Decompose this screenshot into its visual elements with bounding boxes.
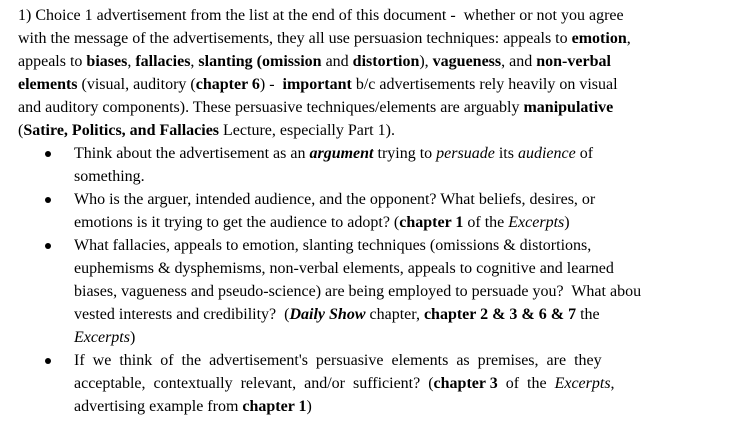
text-run: ) - [259, 76, 283, 93]
text-line [74, 326, 722, 349]
text-run: appeals to [18, 53, 87, 70]
text-run: 1) Choice 1 advertisement from the list at the end of this document - whether or not you agree [18, 7, 624, 24]
text-run: of [575, 145, 594, 162]
text-line [74, 257, 722, 280]
text-run: ( [18, 122, 24, 139]
bullet-item [18, 234, 722, 349]
text-run: vested interests and credibility? ( [74, 306, 290, 323]
text-line [74, 142, 722, 165]
text-run: something. [74, 168, 145, 185]
text-run: , [626, 30, 631, 47]
text-run: of the [463, 214, 509, 231]
bullet-item [18, 349, 722, 418]
bold-text: Satire, Politics, and Fallacies [23, 122, 220, 139]
bold-italic-text: Daily Show [289, 306, 366, 323]
text-run: trying to [373, 145, 437, 162]
italic-text: Excerpts [74, 329, 130, 346]
text-run: Who is the arguer, intended audience, and the opponent? What beliefs, desires, or [74, 191, 596, 208]
text-run: with the message of the advertisements, they all use persuasion techniques: appeals to [18, 30, 572, 47]
bold-text: non-verbal [536, 53, 611, 70]
bullet-dot-icon [45, 243, 51, 249]
text-line [74, 188, 722, 211]
bold-italic-run [309, 145, 373, 162]
text-run: the [576, 306, 600, 323]
bold-text: fallacies [135, 53, 191, 70]
text-run: Think about the advertisement as an [74, 145, 310, 162]
text-line [18, 96, 722, 119]
text-line [74, 211, 722, 234]
text-run: , [190, 53, 199, 70]
bold-italic-run [289, 306, 365, 323]
bold-text: chapter 1 [242, 398, 307, 415]
text-line [18, 50, 722, 73]
text-run: biases, vagueness and pseudo-science) are being employed to persuade you? What abou [74, 283, 642, 300]
bold-text: distortion [352, 53, 420, 70]
text-run: emotions is it trying to get the audience to adopt? ( [74, 214, 400, 231]
italic-text: Excerpts [508, 214, 565, 231]
bold-text: chapter 2 & 3 & 6 & 7 [423, 306, 577, 323]
text-line [74, 303, 722, 326]
bullet-list [18, 142, 722, 418]
italic-text: persuade [436, 145, 495, 162]
text-run: b/c advertisements rely heavily on visual [351, 76, 618, 93]
text-run: chapter, [365, 306, 424, 323]
text-run: , [127, 53, 136, 70]
bold-text: vagueness [432, 53, 502, 70]
text-run: , [610, 375, 615, 392]
text-run: , and [501, 53, 537, 70]
bold-text: chapter 3 [433, 375, 498, 392]
text-line [18, 27, 722, 50]
bold-text: biases [86, 53, 128, 70]
bullet-item [18, 142, 722, 188]
text-run: If we think of the advertisement's persuasive elements as premises, are they [74, 352, 602, 369]
bold-text: elements [18, 76, 78, 93]
text-line [18, 119, 722, 142]
text-line [74, 280, 722, 303]
text-run: advertising example from [74, 398, 243, 415]
text-run: (visual, auditory ( [77, 76, 196, 93]
text-line [74, 395, 722, 418]
text-run: What fallacies, appeals to emotion, slanting techniques (omissions & distortions, [74, 237, 592, 254]
text-run: of the [497, 375, 555, 392]
text-run: and [321, 53, 353, 70]
text-run: ) [564, 214, 570, 231]
bullet-item [18, 188, 722, 234]
italic-text: Excerpts [554, 375, 611, 392]
text-line [18, 4, 722, 27]
bullet-dot-icon [45, 358, 51, 364]
italic-text: audience [517, 145, 576, 162]
bold-text: manipulative [523, 99, 614, 116]
text-run: Lecture, especially Part 1). [219, 122, 395, 139]
bold-text: slanting (omission [198, 53, 322, 70]
text-line [74, 234, 722, 257]
bold-italic-text: argument [309, 145, 374, 162]
text-run: acceptable, contextually relevant, and/or sufficient? ( [74, 375, 434, 392]
text-run: its [494, 145, 518, 162]
text-run: ) [306, 398, 312, 415]
bold-text: important [282, 76, 352, 93]
bold-text: chapter 1 [399, 214, 464, 231]
text-line [74, 372, 722, 395]
text-run: euphemisms & dysphemisms, non-verbal elements, appeals to cognitive and learned [74, 260, 614, 277]
text-line [74, 165, 722, 188]
intro-paragraph [18, 4, 722, 142]
bold-text: emotion [571, 30, 627, 47]
text-line [18, 73, 722, 96]
text-run: and auditory components). These persuasive techniques/elements are arguably [18, 99, 524, 116]
bullet-dot-icon [45, 197, 51, 203]
text-run: ) [129, 329, 136, 346]
text-line [74, 349, 722, 372]
bold-text: chapter 6 [195, 76, 260, 93]
bullet-dot-icon [45, 151, 51, 157]
text-run: ), [419, 53, 433, 70]
